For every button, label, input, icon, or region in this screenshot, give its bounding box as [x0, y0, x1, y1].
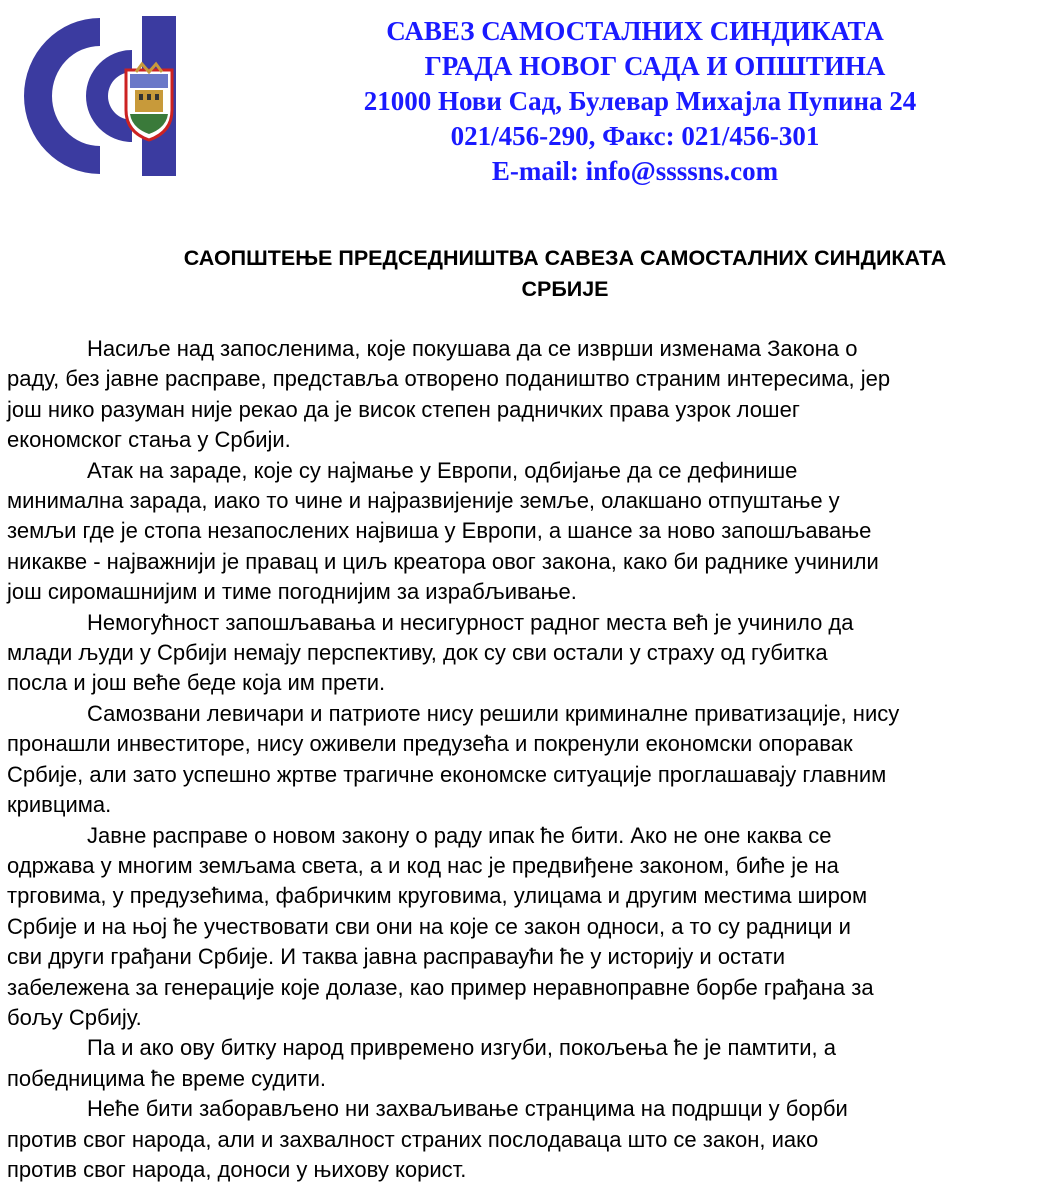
paragraph [7, 456, 1032, 608]
letterhead [260, 14, 1030, 189]
text-line: минимална зарада, иако то чине и најразвијеније земље, олакшано отпуштање у [7, 488, 840, 514]
text-line: Србије и на њој ће учествовати сви они на које се закон односи, а то су радници и [7, 913, 851, 939]
text-line: Немогућност запошљавања и несигурност радног места већ је учинило да [87, 609, 854, 635]
text-line: трговима, у предузећима, фабричким круговима, улицама и другим местима широм [7, 883, 868, 909]
union-logo [22, 10, 212, 182]
paragraph [7, 821, 1032, 1034]
union-logo-icon [22, 10, 212, 182]
document-title-line2: СРБИЈЕ [521, 277, 609, 301]
organization-phone-fax: 021/456-290, Факс: 021/456-301 [450, 121, 820, 151]
text-line: одржава у многим земљама света, а и код нас је предвиђене законом, биће је на [7, 852, 839, 878]
paragraph [7, 699, 1032, 821]
organization-address: 21000 Нови Сад, Булевар Михајла Пупина 24 [363, 86, 917, 116]
organization-email: E-mail: info@ssssns.com [491, 156, 779, 186]
text-line: забележена за генерације које долазе, као пример неравноправне борбе грађана за [7, 974, 874, 1000]
text-line: сви други грађани Србије. И таква јавна расправаући ће у историју и остати [7, 944, 786, 970]
coat-of-arms-icon [126, 64, 172, 140]
text-line: земљи где је стопа незапослених највиша у Европи, а шансе за ново запошљавање [7, 518, 872, 544]
text-line: млади људи у Србији немају перспективу, док су сви остали у страху од губитка [7, 640, 828, 666]
text-line: пронашли инвеститоре, нису оживели предузећа и покренули економски опоравак [7, 731, 853, 757]
text-line: раду, без јавне расправе, представља отворено подаништво страним интересима, јер [7, 366, 891, 392]
paragraph [7, 334, 1032, 456]
paragraph [7, 1033, 1032, 1094]
text-line: посла и још веће беде која им прети. [7, 670, 386, 696]
text-line: још нико разуман није рекао да је висок степен радничких права узрок лошег [7, 396, 800, 422]
text-line: још сиромашнијим и тиме погоднијим за израбљивање. [7, 579, 577, 605]
text-line: Јавне расправе о новом закону о раду ипак ће бити. Ако не оне каква се [87, 822, 832, 848]
text-line: Насиље над запосленима, које покушава да се изврши изменама Закона о [87, 336, 858, 361]
text-line: Неће бити заборављено ни захваљивање странцима на подршци у борби [87, 1096, 848, 1122]
text-line: Самозвани левичари и патриоте нису решили криминалне приватизације, нису [87, 700, 900, 726]
text-line: Србије, али зато успешно жртве трагичне економске ситуације проглашавају главним [7, 761, 887, 787]
text-line: економског стања у Србији. [7, 427, 291, 453]
text-line: против свог народа, али и захвалност страних послодаваца што се закон, иако [7, 1126, 819, 1152]
text-line: кривцима. [7, 792, 112, 818]
text-line: Атак на зараде, које су најмање у Европи, одбијање да се дефинише [87, 457, 798, 483]
text-line: победницима ће време судити. [7, 1065, 326, 1091]
document-title [60, 243, 1040, 305]
text-line: никакве - најважнији је правац и циљ креатора овог закона, како би раднике учинили [7, 548, 879, 574]
paragraph [7, 1094, 1032, 1185]
organization-subname: ГРАДА НОВОГ САДА И ОПШТИНА [424, 51, 886, 81]
text-line: Па и ако ову битку народ привремено изгуби, покољења ће је памтити, а [87, 1035, 836, 1061]
organization-name: САВЕЗ САМОСТАЛНИХ СИНДИКАТА [386, 16, 884, 46]
document-title-line1: САОПШТЕЊЕ ПРЕДСЕДНИШТВА САВЕЗА САМОСТАЛНИХ СИНДИКАТА [183, 246, 947, 270]
document-body [7, 334, 1032, 1185]
text-line: против свог народа, доноси у њихову корист. [7, 1156, 467, 1182]
paragraph [7, 608, 1032, 699]
text-line: бољу Србију. [7, 1004, 142, 1030]
